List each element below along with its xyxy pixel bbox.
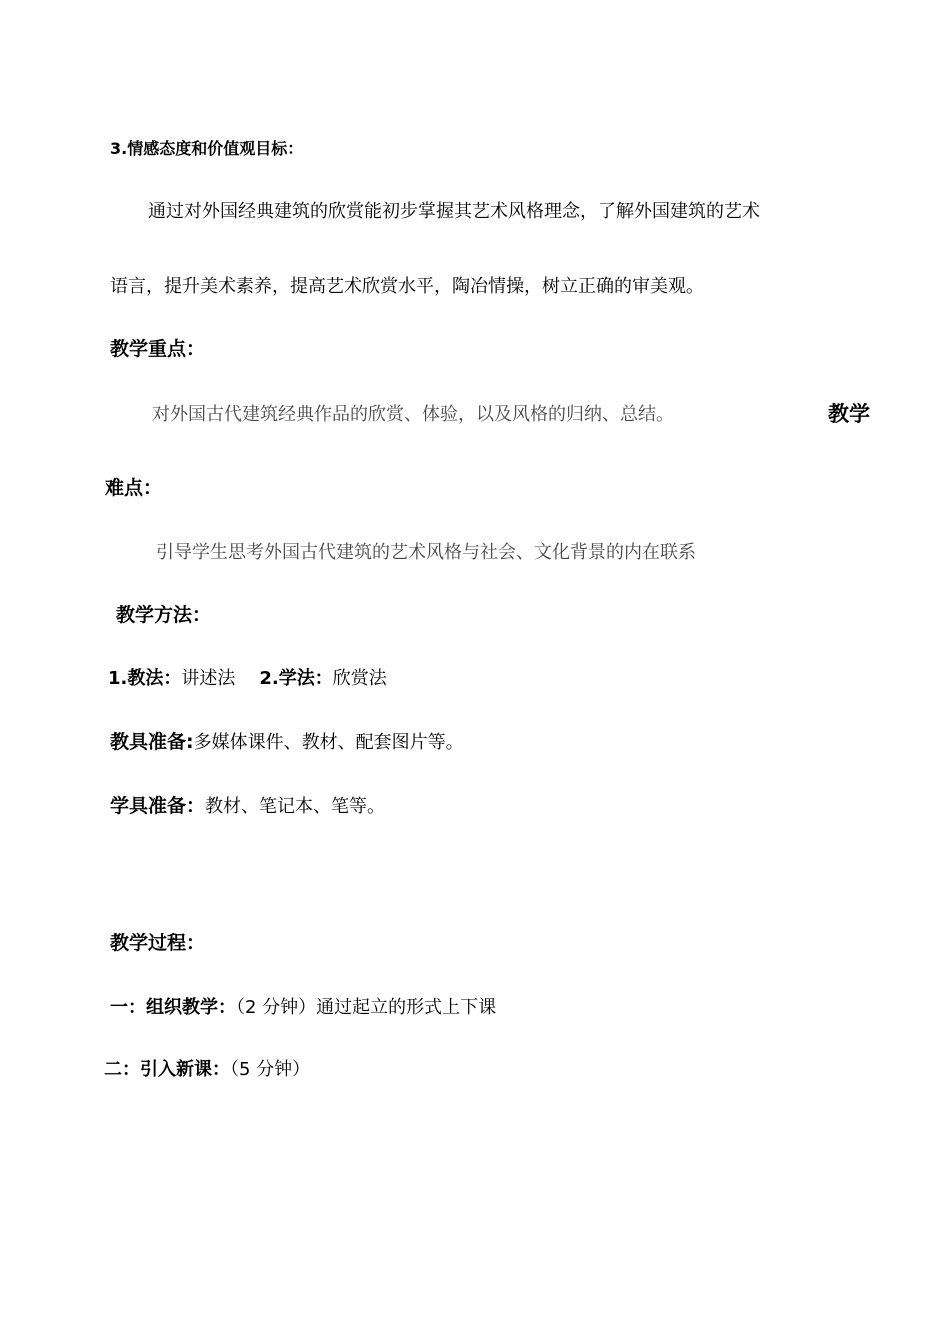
key-points-heading: 教学重点：: [110, 338, 206, 360]
emotion-goal-body-line2: 语言，提升美术素养，提高艺术欣赏水平，陶冶情操，树立正确的审美观。: [110, 276, 704, 297]
methods-heading: 教学方法：: [116, 604, 212, 626]
teach-method-value: 讲述法: [181, 668, 236, 689]
difficulties-body: 引导学生思考外国古代建筑的艺术风格与社会、文化背景的内在联系: [156, 542, 696, 563]
learn-method-label: 2.学法：: [259, 668, 333, 689]
methods-line: [108, 670, 387, 688]
emotion-goal-heading: 3.情感态度和价值观目标：: [110, 139, 304, 158]
student-tools-value: 教材、笔记本、笔等。: [205, 796, 386, 817]
learn-method-value: 欣赏法: [332, 668, 387, 689]
teacher-tools-line: [110, 733, 464, 752]
process-heading: 教学过程：: [110, 932, 206, 954]
key-points-body: 对外国古代建筑经典作品的欣赏、体验，以及风格的归纳、总结。: [152, 404, 674, 425]
teacher-tools-value: 多媒体课件、教材、配套图片等。: [193, 732, 464, 753]
difficulties-heading-part2: 难点：: [105, 477, 163, 499]
process-step1: [110, 999, 496, 1017]
process-step1-label: 一：组织教学：: [110, 997, 236, 1018]
difficulties-heading-part1: 教学: [828, 402, 870, 426]
teach-method-label: 1.教法：: [108, 668, 182, 689]
teacher-tools-label: 教具准备:: [110, 731, 194, 753]
emotion-goal-body-line1: 通过对外国经典建筑的欣赏能初步掌握其艺术风格理念，了解外国建筑的艺术: [148, 201, 760, 222]
process-step2: [104, 1061, 310, 1079]
process-step1-value: （2 分钟）通过起立的形式上下课: [236, 997, 497, 1018]
student-tools-label: 学具准备：: [110, 795, 206, 817]
process-step2-value: （5 分钟）: [230, 1059, 311, 1080]
process-step2-label: 二：引入新课：: [104, 1059, 230, 1080]
student-tools-line: [110, 797, 385, 816]
